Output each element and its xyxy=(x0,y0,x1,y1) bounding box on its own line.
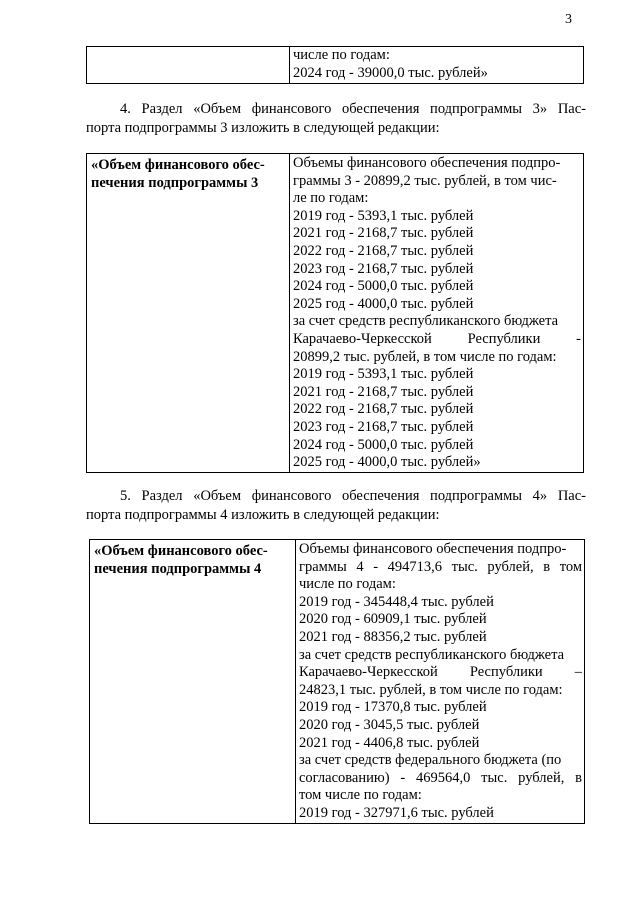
table-line: ле по годам: xyxy=(293,190,369,207)
table-subprogram-4 xyxy=(89,539,585,824)
table-row xyxy=(87,47,584,84)
paragraph-line: 5. Раздел «Объем финансового обеспечения подпрограммы 4» Пас- xyxy=(120,488,586,504)
page-number: 3 xyxy=(565,12,572,27)
table-line: 2021 год - 4406,8 тыс. рублей xyxy=(299,734,480,751)
table-line: 2019 год - 5393,1 тыс. рублей xyxy=(293,207,474,224)
table-line: граммы 3 - 20899,2 тыс. рублей, в том чис- xyxy=(293,172,557,189)
table-cell-value xyxy=(290,154,584,473)
table-cell-value xyxy=(290,47,584,84)
table-continuation xyxy=(86,46,584,84)
table-line: Объемы финансового обеспечения подпро- xyxy=(293,155,561,171)
table-line: 2019 год - 17370,8 тыс. рублей xyxy=(299,699,487,716)
table-line: 2024 год - 39000,0 тыс. рублей» xyxy=(293,64,488,81)
label-line: «Объем финансового обес- xyxy=(91,157,265,173)
section-4-paragraph xyxy=(86,100,586,137)
table-line: 2024 год - 5000,0 тыс. рублей xyxy=(293,278,474,295)
table-line: 2023 год - 2168,7 тыс. рублей xyxy=(293,418,474,435)
table-line: Карачаево-Черкесской Республики – xyxy=(299,664,582,681)
table-line: 2023 год - 2168,7 тыс. рублей xyxy=(293,260,474,277)
table-line: 24823,1 тыс. рублей, в том числе по годам: xyxy=(299,681,563,698)
table-line: 2019 год - 5393,1 тыс. рублей xyxy=(293,366,474,383)
table-line: 2020 год - 60909,1 тыс. рублей xyxy=(299,611,487,628)
table-line: 2022 год - 2168,7 тыс. рублей xyxy=(293,401,474,418)
label-line: печения подпрограммы 4 xyxy=(94,560,262,577)
table-line: 2025 год - 4000,0 тыс. рублей» xyxy=(293,454,481,471)
table-line: согласованию) - 469564,0 тыс. рублей, в xyxy=(299,769,582,786)
table-line: 2019 год - 345448,4 тыс. рублей xyxy=(299,593,494,610)
table-line: за счет средств республиканского бюджета xyxy=(293,313,559,330)
table-line: 20899,2 тыс. рублей, в том числе по годам: xyxy=(293,348,557,365)
label-line: печения подпрограммы 3 xyxy=(91,174,259,191)
table-row xyxy=(90,540,585,824)
table-line: 2021 год - 2168,7 тыс. рублей xyxy=(293,383,474,400)
paragraph-line: порта подпрограммы 4 изложить в следующей редакции: xyxy=(86,506,440,523)
table-line: 2019 год - 327971,6 тыс. рублей xyxy=(299,804,494,821)
section-5-paragraph xyxy=(86,487,586,524)
table-line: граммы 4 - 494713,6 тыс. рублей, в том xyxy=(299,558,582,575)
table-cell-label xyxy=(87,47,290,84)
table-line: числе по годам: xyxy=(299,576,396,593)
table-line: числе по годам: xyxy=(293,47,390,63)
paragraph-line: 4. Раздел «Объем финансового обеспечения подпрограммы 3» Пас- xyxy=(120,101,586,117)
label-line: «Объем финансового обес- xyxy=(94,543,268,559)
table-line: 2021 год - 2168,7 тыс. рублей xyxy=(293,225,474,242)
table-subprogram-3 xyxy=(86,153,584,473)
table-line: Объемы финансового обеспечения подпро- xyxy=(299,541,567,557)
paragraph-line: порта подпрограммы 3 изложить в следующей редакции: xyxy=(86,119,440,136)
table-line: 2025 год - 4000,0 тыс. рублей xyxy=(293,295,474,312)
table-cell-label xyxy=(87,154,290,473)
table-cell-value xyxy=(296,540,585,824)
table-line: 2021 год - 88356,2 тыс. рублей xyxy=(299,628,487,645)
table-line: за счет средств федерального бюджета (по xyxy=(299,752,562,769)
table-row xyxy=(87,154,584,473)
table-line: 2022 год - 2168,7 тыс. рублей xyxy=(293,242,474,259)
table-line: том числе по годам: xyxy=(299,787,422,804)
table-line: Карачаево-Черкесской Республики - xyxy=(293,330,581,347)
table-line: 2024 год - 5000,0 тыс. рублей xyxy=(293,436,474,453)
table-line: 2020 год - 3045,5 тыс. рублей xyxy=(299,716,480,733)
table-cell-label xyxy=(90,540,296,824)
table-line: за счет средств республиканского бюджета xyxy=(299,646,565,663)
